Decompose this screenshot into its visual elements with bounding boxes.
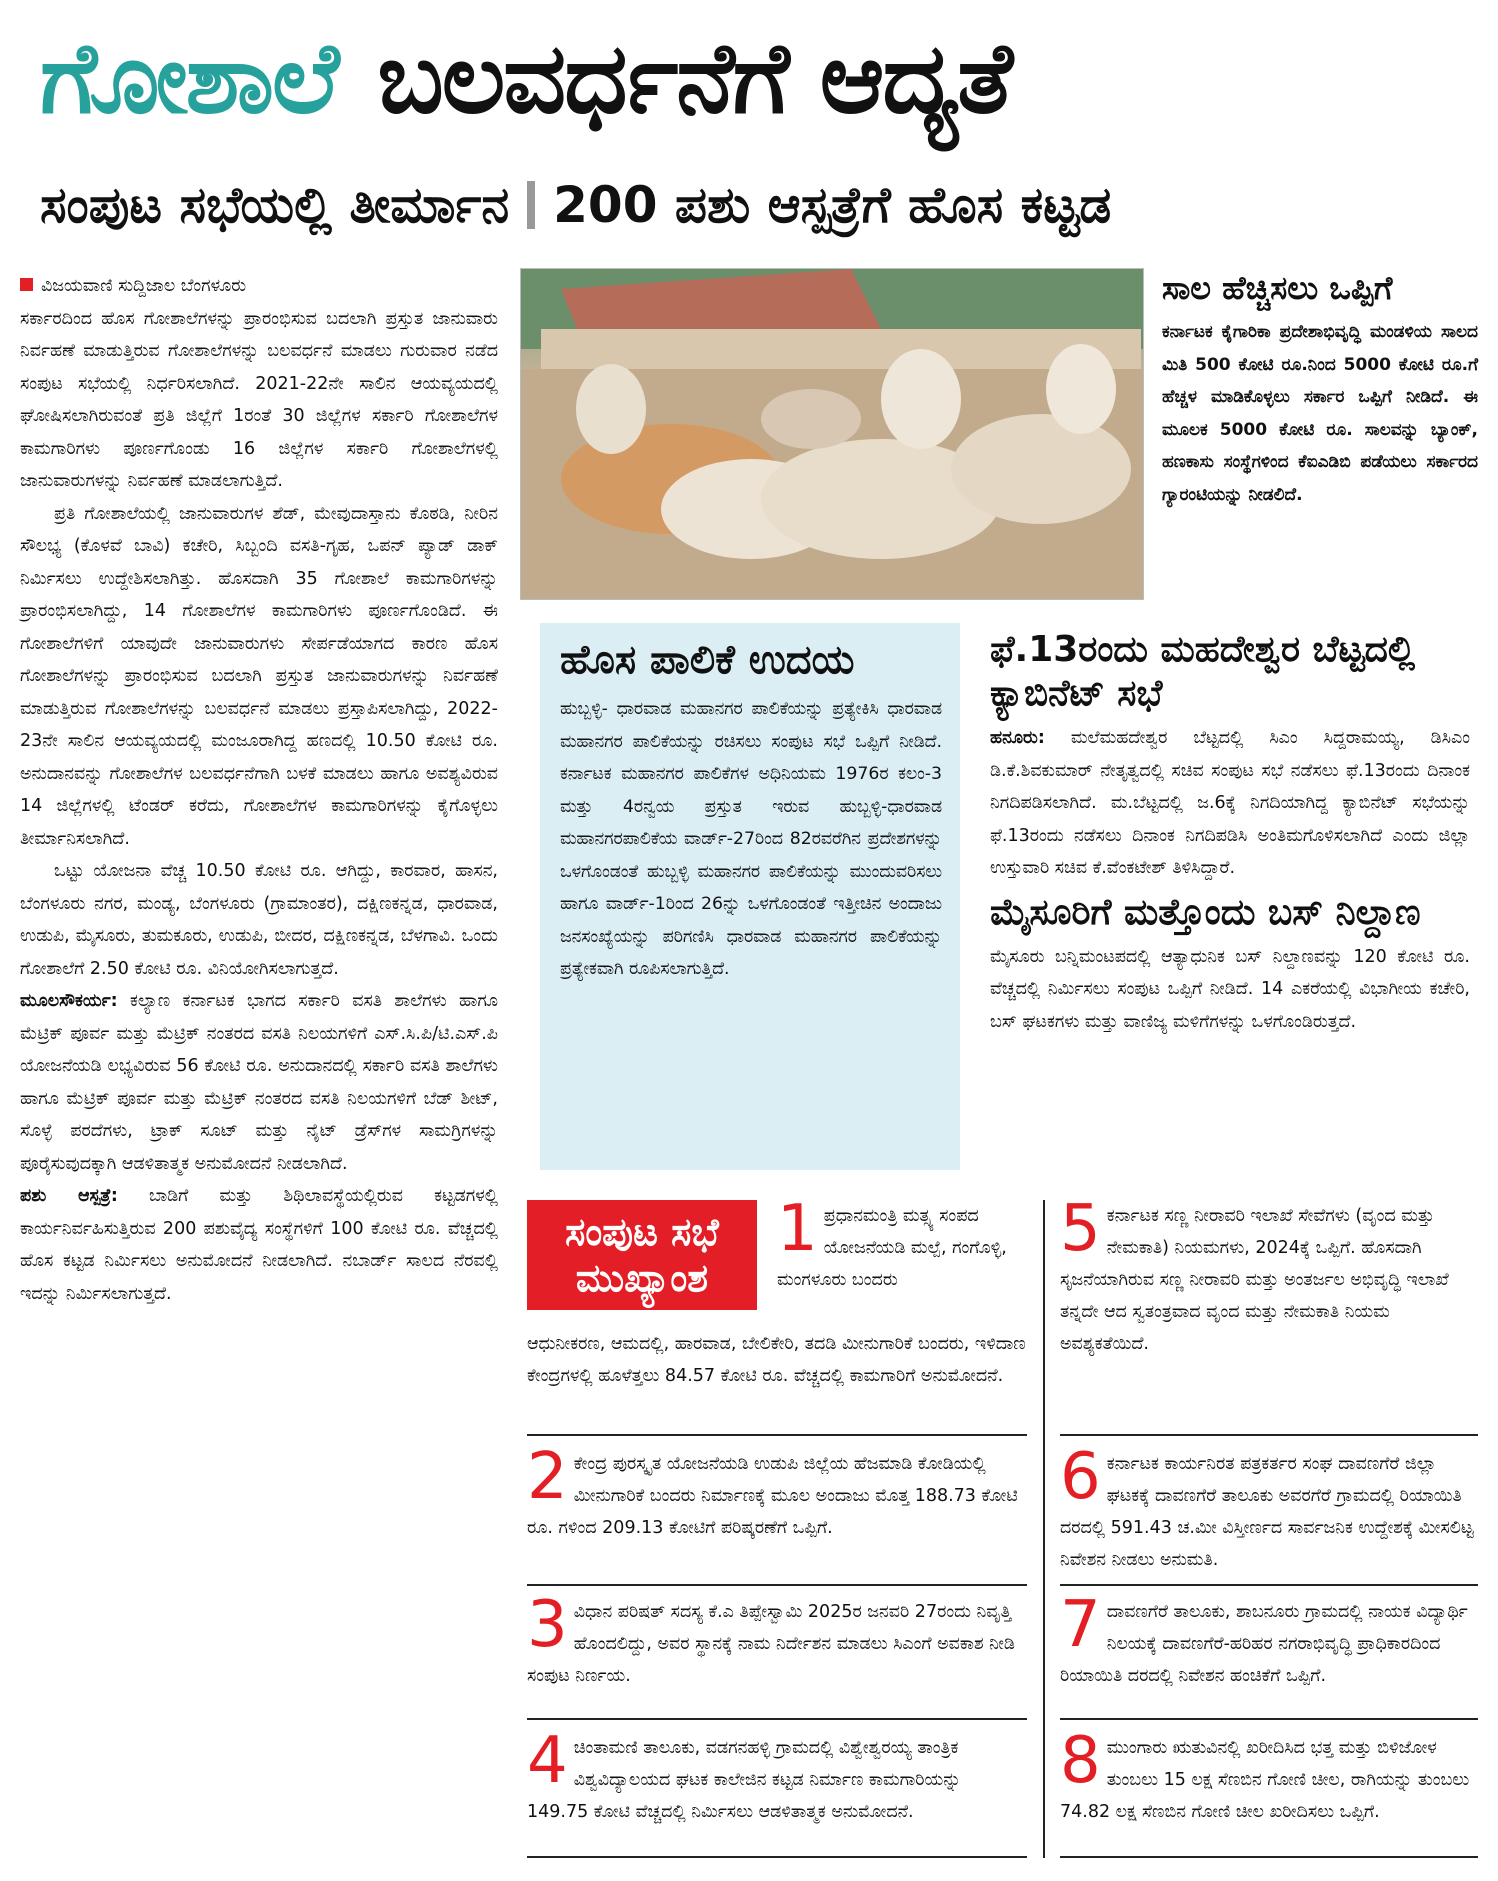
highlight-number: 2	[527, 1440, 568, 1514]
highlight-item: 4 ಚಿಂತಾಮಣಿ ತಾಲೂಕು, ವಡಗನಹಳ್ಳಿ ಗ್ರಾಮದಲ್ಲಿ ವಿಶ್ವೇಶ್ವರಯ್ಯ ತಾಂತ್ರಿಕ ವಿಶ್ವವಿದ್ಯಾಲಯದ ಘಟಕ ಕಾಲೇಜಿನ ಕಟ್ಟಡ ನಿರ್ಮಾಣ ಕಾಮಗಾರಿಯನ್ನು 149.75 ಕೋಟಿ ವೆಚ್ಚದಲ್ಲಿ ನಿರ್ಮಿಸಲು ಆಡಳಿತಾತ್ಮಕ ಅನುಮೋದನೆ.	[527, 1732, 1027, 1858]
highlight-item: 5 ಕರ್ನಾಟಕ ಸಣ್ಣ ನೀರಾವರಿ ಇಲಾಖೆ ಸೇವೆಗಳು (ವೃಂದ ಮತ್ತು ನೇಮಕಾತಿ) ನಿಯಮಗಳು, 2024ಕ್ಕೆ ಒಪ್ಪಿಗೆ. ಹೊಸದಾಗಿ ಸೃಜನೆಯಾಗಿರುವ ಸಣ್ಣ ನೀರಾವರಿ ಮತ್ತು ಅಂತರ್ಜಲ ಅಭಿವೃದ್ಧಿ ಇಲಾಖೆ ತನ್ನದೇ ಆದ ಸ್ವತಂತ್ರವಾದ ವೃಂದ ಮತ್ತು ನೇಮಕಾತಿ ನಿಯಮ ಅವಶ್ಯಕತೆಯಿದೆ.	[1060, 1200, 1478, 1436]
story-paragraph: ಪ್ರತಿ ಗೋಶಾಲೆಯಲ್ಲಿ ಜಾನುವಾರುಗಳ ಶೆಡ್, ಮೇವುದಾಸ್ತಾನು ಕೊಠಡಿ, ನೀರಿನ ಸೌಲಭ್ಯ (ಕೊಳವೆ ಬಾವಿ) ಕಚೇರಿ, ಸಿಬ್ಬಂದಿ ವಸತಿ-ಗೃಹ, ಒಪನ್ ಪ್ಯಾಡ್ ಡಾಕ್ ನಿರ್ಮಿಸಲು ಉದ್ದೇಶಿಸಲಾಗಿತ್ತು. ಹೊಸದಾಗಿ 35 ಗೋಶಾಲೆ ಕಾಮಗಾರಿಗಳನ್ನು ಪ್ರಾರಂಭಿಸಲಾಗಿದ್ದು, 14 ಗೋಶಾಲೆಗಳ ಕಾಮಗಾರಿಗಳು ಪೂರ್ಣಗೊಂಡಿದೆ. ಈ ಗೋಶಾಲೆಗಳಿಗೆ ಯಾವುದೇ ಜಾನುವಾರುಗಳು ಸೇರ್ಪಡೆಯಾಗದ ಕಾರಣ ಹೊಸ ಗೋಶಾಲೆಗಳನ್ನು ಪ್ರಾರಂಭಿಸುವ ಬದಲಾಗಿ ಪ್ರಸ್ತುತ ಜಾನುವಾರುಗಳನ್ನು ನಿರ್ವಹಣೆ ಮಾಡುತ್ತಿರುವ ಗೋಶಾಲೆಗಳನ್ನು ಬಲವರ್ಧನೆ ಮಾಡಲು ಪ್ರಸ್ತಾಪಿಸಲಾಗಿದ್ದು, 2022-23ನೇ ಸಾಲಿನ ಆಯವ್ಯಯದಲ್ಲಿ ಮಂಜೂರಾಗಿದ್ದ ಹಣದಲ್ಲಿ 10.50 ಕೋಟಿ ರೂ. ಅನುದಾನವನ್ನು ಗೋಶಾಲೆಗಳ ಬಲವರ್ಧನೆಗಾಗಿ ಬಳಕೆ ಮಾಡಲು ಹಾಗೂ ಅವಶ್ಯವಿರುವ 14 ಜಿಲ್ಲೆಗಳಲ್ಲಿ ಟೆಂಡರ್ ಕರೆದು, ಗೋಶಾಲೆಗಳ ಕಾಮಗಾರಿಗಳನ್ನು ಕೈಗೊಳ್ಳಲು ತೀರ್ಮಾನಿಸಲಾಗಿದೆ.	[20, 503, 498, 849]
highlights-label-line2: ಮುಖ್ಯಾಂಶ	[575, 1256, 709, 1300]
highlight-item: 2 ಕೇಂದ್ರ ಪುರಸ್ಕೃತ ಯೋಜನೆಯಡಿ ಉಡುಪಿ ಜಿಲ್ಲೆಯ ಹೆಜಮಾಡಿ ಕೋಡಿಯಲ್ಲಿ ಮೀನುಗಾರಿಕೆ ಬಂದರು ನಿರ್ಮಾಣಕ್ಕೆ ಮೂಲ ಅಂದಾಜು ಮೊತ್ತ 188.73 ಕೋಟಿ ರೂ. ಗಳಿಂದ 209.13 ಕೋಟಿಗೆ ಪರಿಷ್ಕರಣೆಗೆ ಒಪ್ಪಿಗೆ.	[527, 1448, 1027, 1586]
palike-text: ಹುಬ್ಬಳ್ಳಿ- ಧಾರವಾಡ ಮಹಾನಗರ ಪಾಲಿಕೆಯನ್ನು ಪ್ರತ್ಯೇಕಿಸಿ ಧಾರವಾಡ ಮಹಾನಗರ ಪಾಲಿಕೆಯನ್ನು ರಚಿಸಲು ಸಂಪುಟ ಸಭೆ ಒಪ್ಪಿಗೆ ನೀಡಿದೆ. ಕರ್ನಾಟಕ ಮಹಾನಗರ ಪಾಲಿಕೆಗಳ ಅಧಿನಿಯಮ 1976ರ ಕಲಂ-3 ಮತ್ತು 4ರನ್ವಯ ಪ್ರಸ್ತುತ ಇರುವ ಹುಬ್ಬಳ್ಳಿ-ಧಾರವಾಡ ಮಹಾನಗರಪಾಲಿಕೆಯ ವಾರ್ಡ್-27ರಿಂದ 82ರವರೆಗಿನ ಪ್ರದೇಶಗಳನ್ನು ಒಳಗೊಂಡಂತೆ ಹುಬ್ಬಳ್ಳಿ ಮಹಾನಗರ ಪಾಲಿಕೆಯನ್ನು ಮುಂದುವರಿಸಲು ಹಾಗೂ ವಾರ್ಡ್-1ರಿಂದ 26ನ್ನು ಒಳಗೊಂಡಂತೆ ಇತ್ತೀಚಿನ ಅಂದಾಜು ಜನಸಂಖ್ಯೆಯನ್ನು ಪರಿಗಣಿಸಿ ಧಾರವಾಡ ಮಹಾನಗರ ಪಾಲಿಕೆಯನ್ನು ಪ್ರತ್ಯೇಕವಾಗಿ ರೂಪಿಸಲಾಗುತ್ತಿದೆ.	[560, 699, 942, 979]
headline-part1: ಗೋಶಾಲೆ	[40, 21, 338, 136]
story-paragraph: ಪಶು ಆಸ್ಪತ್ರೆ: ಬಾಡಿಗೆ ಮತ್ತು ಶಿಥಿಲಾವಸ್ಥೆಯಲ್ಲಿರುವ ಕಟ್ಟಡಗಳಲ್ಲಿ ಕಾರ್ಯನಿರ್ವಹಿಸುತ್ತಿರುವ 200 ಪಶುವೈದ್ಯ ಸಂಸ್ಥೆಗಳಿಗೆ 100 ಕೋಟಿ ರೂ. ವೆಚ್ಚದಲ್ಲಿ ಹೊಸ ಕಟ್ಟಡ ನಿರ್ಮಿಸಲು ಅನುಮೋದನೆ ನೀಡಲಾಗಿದೆ. ನಬಾರ್ಡ್ ಸಾಲದ ನೆರವಲ್ಲಿ ಇದನ್ನು ನಿರ್ಮಿಸಲಾಗುತ್ತದೆ.	[20, 1186, 498, 1304]
story-paragraph: ಒಟ್ಟು ಯೋಜನಾ ವೆಚ್ಚ 10.50 ಕೋಟಿ ರೂ. ಆಗಿದ್ದು, ಕಾರವಾರ, ಹಾಸನ, ಬೆಂಗಳೂರು ನಗರ, ಮಂಡ್ಯ, ಬೆಂಗಳೂರು (ಗ್ರಾಮಾಂತರ), ದಕ್ಷಿಣಕನ್ನಡ, ಧಾರವಾಡ, ಉಡುಪಿ, ಮೈಸೂರು, ತುಮಕೂರು, ಉಡುಪಿ, ಬೀದರ, ದಕ್ಷಿಣಕನ್ನಡ, ಬೆಳಗಾವಿ. ಒಂದು ಗೋಶಾಲೆಗೆ 2.50 ಕೋಟಿ ರೂ. ವಿನಿಯೋಗಿಸಲಾಗುತ್ತದೆ.	[20, 861, 498, 979]
cattle-photo	[520, 268, 1144, 600]
palike-box	[540, 623, 960, 1170]
bus-story	[990, 891, 1470, 1039]
bus-text: ಮೈಸೂರು ಬನ್ನಿಮಂಟಪದಲ್ಲಿ ಆತ್ಯಾಧುನಿಕ ಬಸ್ ನಿಲ್ದಾಣವನ್ನು 120 ಕೋಟಿ ರೂ. ವೆಚ್ಚದಲ್ಲಿ ನಿರ್ಮಿಸಲು ಸಂಪುಟ ಒಪ್ಪಿಗೆ ನೀಡಿದೆ. 14 ಎಕರೆಯಲ್ಲಿ ವಿಭಾಗೀಯ ಕಚೇರಿ, ಬಸ್ ಘಟಕಗಳು ಮತ್ತು ವಾಣಿಜ್ಯ ಮಳಿಗೆಗಳನ್ನು ಒಳಗೊಂಡಿರುತ್ತದೆ.	[990, 946, 1470, 1032]
loan-kicker: ಸಾಲ ಹೆಚ್ಚಿಸಲು ಒಪ್ಪಿಗೆ	[1162, 269, 1393, 307]
highlight-number: 4	[527, 1724, 568, 1798]
highlight-item: 8 ಮುಂಗಾರು ಋತುವಿನಲ್ಲಿ ಖರೀದಿಸಿದ ಭತ್ತ ಮತ್ತು ಬಿಳಿಜೋಳ ತುಂಬಲು 15 ಲಕ್ಷ ಸೆಣಬಿನ ಗೋಣಿ ಚೀಲ, ರಾಗಿಯನ್ನು ತುಂಬಲು 74.82 ಲಕ್ಷ ಸೆಣಬಿನ ಗೋಣಿ ಚೀಲ ಖರೀದಿಸಲು ಒಪ್ಪಿಗೆ.	[1060, 1732, 1478, 1858]
highlight-item: 7 ದಾವಣಗೆರೆ ತಾಲೂಕು, ಶಾಬನೂರು ಗ್ರಾಮದಲ್ಲಿ ನಾಯಕ ವಿದ್ಯಾರ್ಥಿ ನಿಲಯಕ್ಕೆ ದಾವಣಗೆರೆ-ಹರಿಹರ ನಗರಾಭಿವೃದ್ಧಿ ಪ್ರಾಧಿಕಾರದಿಂದ ರಿಯಾಯಿತಿ ದರದಲ್ಲಿ ನಿವೇಶನ ಹಂಚಿಕೆಗೆ ಒಪ್ಪಿಗೆ.	[1060, 1596, 1478, 1720]
highlight-item: 6 ಕರ್ನಾಟಕ ಕಾರ್ಯನಿರತ ಪತ್ರಕರ್ತರ ಸಂಘ ದಾವಣಗೆರೆ ಜಿಲ್ಲಾ ಘಟಕಕ್ಕೆ ದಾವಣಗೆರೆ ತಾಲೂಕು ಅವರಗೆರೆ ಗ್ರಾಮದಲ್ಲಿ ರಿಯಾಯಿತಿ ದರದಲ್ಲಿ 591.43 ಚ.ಮೀ ವಿಸ್ತೀರ್ಣದ ಸಾರ್ವಜನಿಕ ಉದ್ದೇಶಕ್ಕೆ ಮೀಸಲಿಟ್ಟ ನಿವೇಶನ ನೀಡಲು ಅನುಮತಿ.	[1060, 1448, 1478, 1586]
subhead-divider	[527, 181, 535, 229]
cattle-photo-illustration	[521, 269, 1144, 600]
cabinet-lead: ಹನೂರು:	[990, 728, 1045, 748]
highlight-number: 7	[1060, 1588, 1101, 1662]
highlight-item-bottom: ಆಧುನೀಕರಣ, ಆಮದಲ್ಲಿ, ಹಾರವಾಡ, ಬೇಲಿಕೇರಿ, ತದಡಿ ಮೀನುಗಾರಿಕೆ ಬಂದರು, ಇಳಿದಾಣ ಕೇಂದ್ರಗಳಲ್ಲಿ ಹೂಳೆತ್ತಲು 84.57 ಕೋಟಿ ರೂ. ವೆಚ್ಚದಲ್ಲಿ ಕಾಮಗಾರಿಗೆ ಅನುಮೋದನೆ.	[527, 1334, 1026, 1386]
highlight-number: 8	[1060, 1724, 1101, 1798]
highlight-number: 1	[777, 1192, 818, 1266]
highlight-number: 3	[527, 1588, 568, 1662]
main-story	[20, 270, 498, 1310]
subhead-left: ಸಂಪುಟ ಸಭೆಯಲ್ಲಿ ತೀರ್ಮಾನ	[40, 175, 510, 234]
paragraph-lead: ಮೂಲಸೌಕರ್ಯ:	[20, 991, 118, 1011]
highlights-label-line1: ಸಂಪುಟ ಸಭೆ	[565, 1210, 719, 1254]
byline-bullet-icon	[20, 278, 33, 291]
palike-kicker: ಹೊಸ ಪಾಲಿಕೆ ಉದಯ	[560, 637, 855, 683]
loan-text: ಕರ್ನಾಟಕ ಕೈಗಾರಿಕಾ ಪ್ರದೇಶಾಭಿವೃದ್ಧಿ ಮಂಡಳಿಯ ಸಾಲದ ಮಿತಿ 500 ಕೋಟಿ ರೂ.ನಿಂದ 5000 ಕೋಟಿ ರೂ.ಗೆ ಹೆಚ್ಚಳ ಮಾಡಿಕೊಳ್ಳಲು ಸರ್ಕಾರ ಒಪ್ಪಿಗೆ ನೀಡಿದೆ. ಈ ಮೂಲಕ 5000 ಕೋಟಿ ರೂ. ಸಾಲವನ್ನು ಬ್ಯಾಂಕ್, ಹಣಕಾಸು ಸಂಸ್ಥೆಗಳಿಂದ ಕೆಐಎಡಿಬಿ ಪಡೆಯಲು ಸರ್ಕಾರದ ಗ್ಯಾರಂಟಿಯನ್ನು ನೀಡಲಿದೆ.	[1162, 322, 1478, 505]
headline-part2: ಬಲವರ್ಧನೆಗೆ ಆದ್ಯತೆ	[377, 21, 1012, 136]
highlight-number: 6	[1060, 1440, 1101, 1514]
story-paragraph: ಸರ್ಕಾರದಿಂದ ಹೊಸ ಗೋಶಾಲೆಗಳನ್ನು ಪ್ರಾರಂಭಿಸುವ ಬದಲಾಗಿ ಪ್ರಸ್ತುತ ಜಾನುವಾರು ನಿರ್ವಹಣೆ ಮಾಡುತ್ತಿರುವ ಗೋಶಾಲೆಗಳನ್ನು ಬಲವರ್ಧನೆ ಮಾಡಲು ಗುರುವಾರ ನಡೆದ ಸಂಪುಟ ಸಭೆಯಲ್ಲಿ ನಿರ್ಧರಿಸಲಾಗಿದೆ. 2021-22ನೇ ಸಾಲಿನ ಆಯವ್ಯಯದಲ್ಲಿ ಘೋಷಿಸಲಾಗಿರುವಂತೆ ಪ್ರತಿ ಜಿಲ್ಲೆಗೆ 1ರಂತೆ 30 ಜಿಲ್ಲೆಗಳ ಸರ್ಕಾರಿ ಗೋಶಾಲೆಗಳ ಕಾಮಗಾರಿಗಳು ಪೂರ್ಣಗೊಂಡು 16 ಜಿಲ್ಲೆಗಳ ಸರ್ಕಾರಿ ಗೋಶಾಲೆಗಳಲ್ಲಿ ಜಾನುವಾರುಗಳನ್ನು ನಿರ್ವಹಣೆ ಮಾಡಲಾಗುತ್ತಿದೆ.	[20, 308, 498, 491]
subheadline	[40, 160, 1480, 250]
highlight-item: 3 ವಿಧಾನ ಪರಿಷತ್ ಸದಸ್ಯ ಕೆ.ಎ ತಿಪ್ಪೇಸ್ವಾಮಿ 2025ರ ಜನವರಿ 27ರಂದು ನಿವೃತ್ತಿ ಹೊಂದಲಿದ್ದು, ಅವರ ಸ್ಥಾನಕ್ಕೆ ನಾಮ ನಿರ್ದೇಶನ ಮಾಡಲು ಸಿಎಂಗೆ ಅವಕಾಶ ನೀಡಿ ಸಂಪುಟ ನಿರ್ಣಯ.	[527, 1596, 1027, 1720]
byline: ವಿಜಯವಾಣಿ ಸುದ್ದಿಜಾಲ ಬೆಂಗಳೂರು	[20, 270, 498, 303]
column-divider	[1043, 1200, 1045, 1858]
paragraph-lead: ಪಶು ಆಸ್ಪತ್ರೆ:	[20, 1186, 118, 1206]
subhead-right: 200 ಪಶು ಆಸ್ಪತ್ರೆಗೆ ಹೊಸ ಕಟ್ಟಡ	[553, 175, 1112, 234]
story-paragraph: ಮೂಲಸೌಕರ್ಯ: ಕಲ್ಯಾಣ ಕರ್ನಾಟಕ ಭಾಗದ ಸರ್ಕಾರಿ ವಸತಿ ಶಾಲೆಗಳು ಹಾಗೂ ಮೆಟ್ರಿಕ್ ಪೂರ್ವ ಮತ್ತು ಮೆಟ್ರಿಕ್ ನಂತರದ ವಸತಿ ನಿಲಯಗಳಿಗೆ ಎಸ್.ಸಿ.ಪಿ/ಟಿ.ಎಸ್.ಪಿ ಯೋಜನೆಯಡಿ ಲಭ್ಯವಿರುವ 56 ಕೋಟಿ ರೂ. ಅನುದಾನದಲ್ಲಿ ಸರ್ಕಾರಿ ವಸತಿ ಶಾಲೆಗಳು ಹಾಗೂ ಮೆಟ್ರಿಕ್ ಪೂರ್ವ ಮತ್ತು ಮೆಟ್ರಿಕ್ ನಂತರದ ವಸತಿ ನಿಲಯಗಳಿಗೆ ಬೆಡ್ ಶೀಟ್, ಸೊಳ್ಳೆ ಪರದೆಗಳು, ಟ್ರಾಕ್ ಸೂಟ್ ಮತ್ತು ನೈಟ್ ಡ್ರೆಸ್‌ಗಳ ಸಾಮಗ್ರಿಗಳನ್ನು ಪೂರೈಸುವುದಕ್ಕಾಗಿ ಆಡಳಿತಾತ್ಮಕ ಅನುಮೋದನೆ ನೀಡಲಾಗಿದೆ.	[20, 991, 498, 1174]
bus-kicker: ಮೈಸೂರಿಗೆ ಮತ್ತೊಂದು ಬಸ್ ನಿಲ್ದಾಣ	[990, 891, 1421, 933]
loan-story	[1162, 268, 1478, 511]
cabinet-kicker: ಫೆ.13ರಂದು ಮಹದೇಶ್ವರ ಬೆಟ್ಟದಲ್ಲಿ ಕ್ಯಾಬಿನೆಟ್ ಸಭೆ	[990, 629, 1416, 714]
highlight-item-top: 1 ಪ್ರಧಾನಮಂತ್ರಿ ಮತ್ಸ್ಯ ಸಂಪದ ಯೋಜನೆಯಡಿ ಮಲ್ಪೆ, ಗಂಗೊಳ್ಳಿ, ಮಂಗಳೂರು ಬಂದರು	[777, 1192, 1007, 1290]
cabinet-text: ಹನೂರು: ಮಲೆಮಹದೇಶ್ವರ ಬೆಟ್ಟದಲ್ಲಿ ಸಿಎಂ ಸಿದ್ದರಾಮಯ್ಯ, ಡಿಸಿಎಂ ಡಿ.ಕೆ.ಶಿವಕುಮಾರ್ ನೇತೃತ್ವದಲ್ಲಿ ಸಚಿವ ಸಂಪುಟ ಸಭೆ ನಡೆಸಲು ಫೆ.13ರಂದು ದಿನಾಂಕ ನಿಗದಿಪಡಿಸಲಾಗಿದೆ. ಮ.ಬೆಟ್ಟದಲ್ಲಿ ಜ.6ಕ್ಕೆ ನಿಗದಿಯಾಗಿದ್ದ ಕ್ಯಾಬಿನೆಟ್ ಸಭೆಯನ್ನು ಫೆ.13ರಂದು ನಡೆಸಲು ದಿನಾಂಕ ನಿಗದಿಪಡಿಸಿ ಅಂತಿಮಗೊಳಿಸಲಾಗಿದೆ ಎಂದು ಜಿಲ್ಲಾ ಉಸ್ತುವಾರಿ ಸಚಿವ ಕೆ.ವೆಂಕಟೇಶ್ ತಿಳಿಸಿದ್ದಾರೆ.	[990, 728, 1470, 878]
cabinet-story	[990, 628, 1470, 1038]
highlight-number: 5	[1060, 1192, 1101, 1266]
headline	[40, 14, 1480, 144]
highlight-item	[527, 1192, 1027, 1436]
